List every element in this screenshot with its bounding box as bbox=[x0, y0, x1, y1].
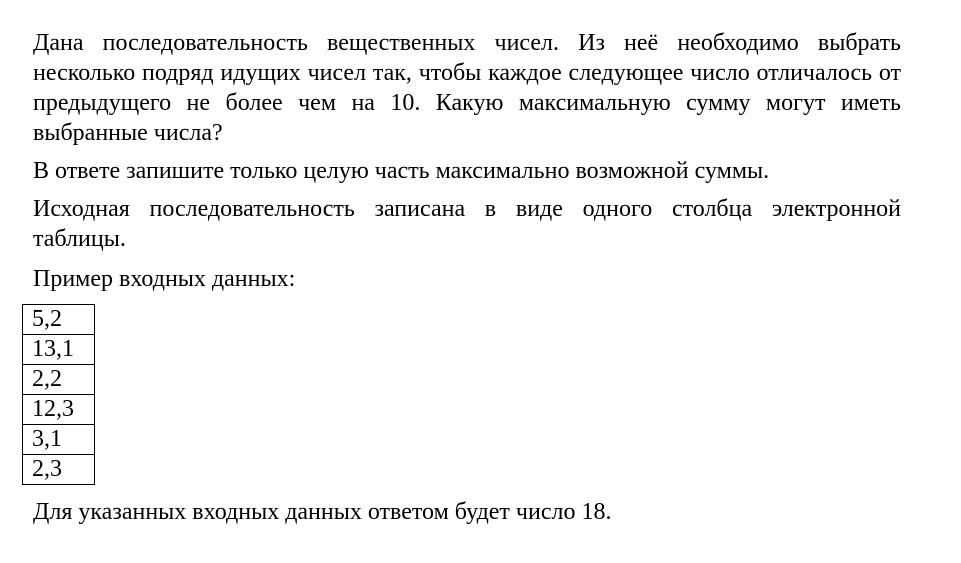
task-statement: Дана последовательность вещественных чисел. Из неё необходимо выбрать несколько подряд идущих чисел так, чтобы каждое следующее число отличалось от предыдущего не более чем на 10. Какую максимальную сумму могут иметь выбранные числа? bbox=[33, 30, 901, 146]
table-row bbox=[23, 425, 95, 455]
table-row bbox=[23, 335, 95, 365]
table-row bbox=[23, 305, 95, 335]
answer-instruction: В ответе запишите только целую часть максимально возможной суммы. bbox=[33, 158, 770, 184]
table-cell: 2,3 bbox=[23, 455, 95, 485]
table-cell: 2,2 bbox=[23, 365, 95, 395]
table-cell: 3,1 bbox=[23, 425, 95, 455]
example-input-table bbox=[22, 304, 95, 485]
table-row bbox=[23, 365, 95, 395]
table-cell: 12,3 bbox=[23, 395, 95, 425]
input-format-description: Исходная последовательность записана в виде одного столбца электронной таблицы. bbox=[33, 196, 901, 252]
table-row bbox=[23, 455, 95, 485]
table-row bbox=[23, 395, 95, 425]
table-cell: 5,2 bbox=[23, 305, 95, 335]
table-cell: 13,1 bbox=[23, 335, 95, 365]
example-answer: Для указанных входных данных ответом будет число 18. bbox=[33, 499, 612, 525]
task-document bbox=[33, 28, 901, 527]
example-heading: Пример входных данных: bbox=[33, 266, 296, 292]
